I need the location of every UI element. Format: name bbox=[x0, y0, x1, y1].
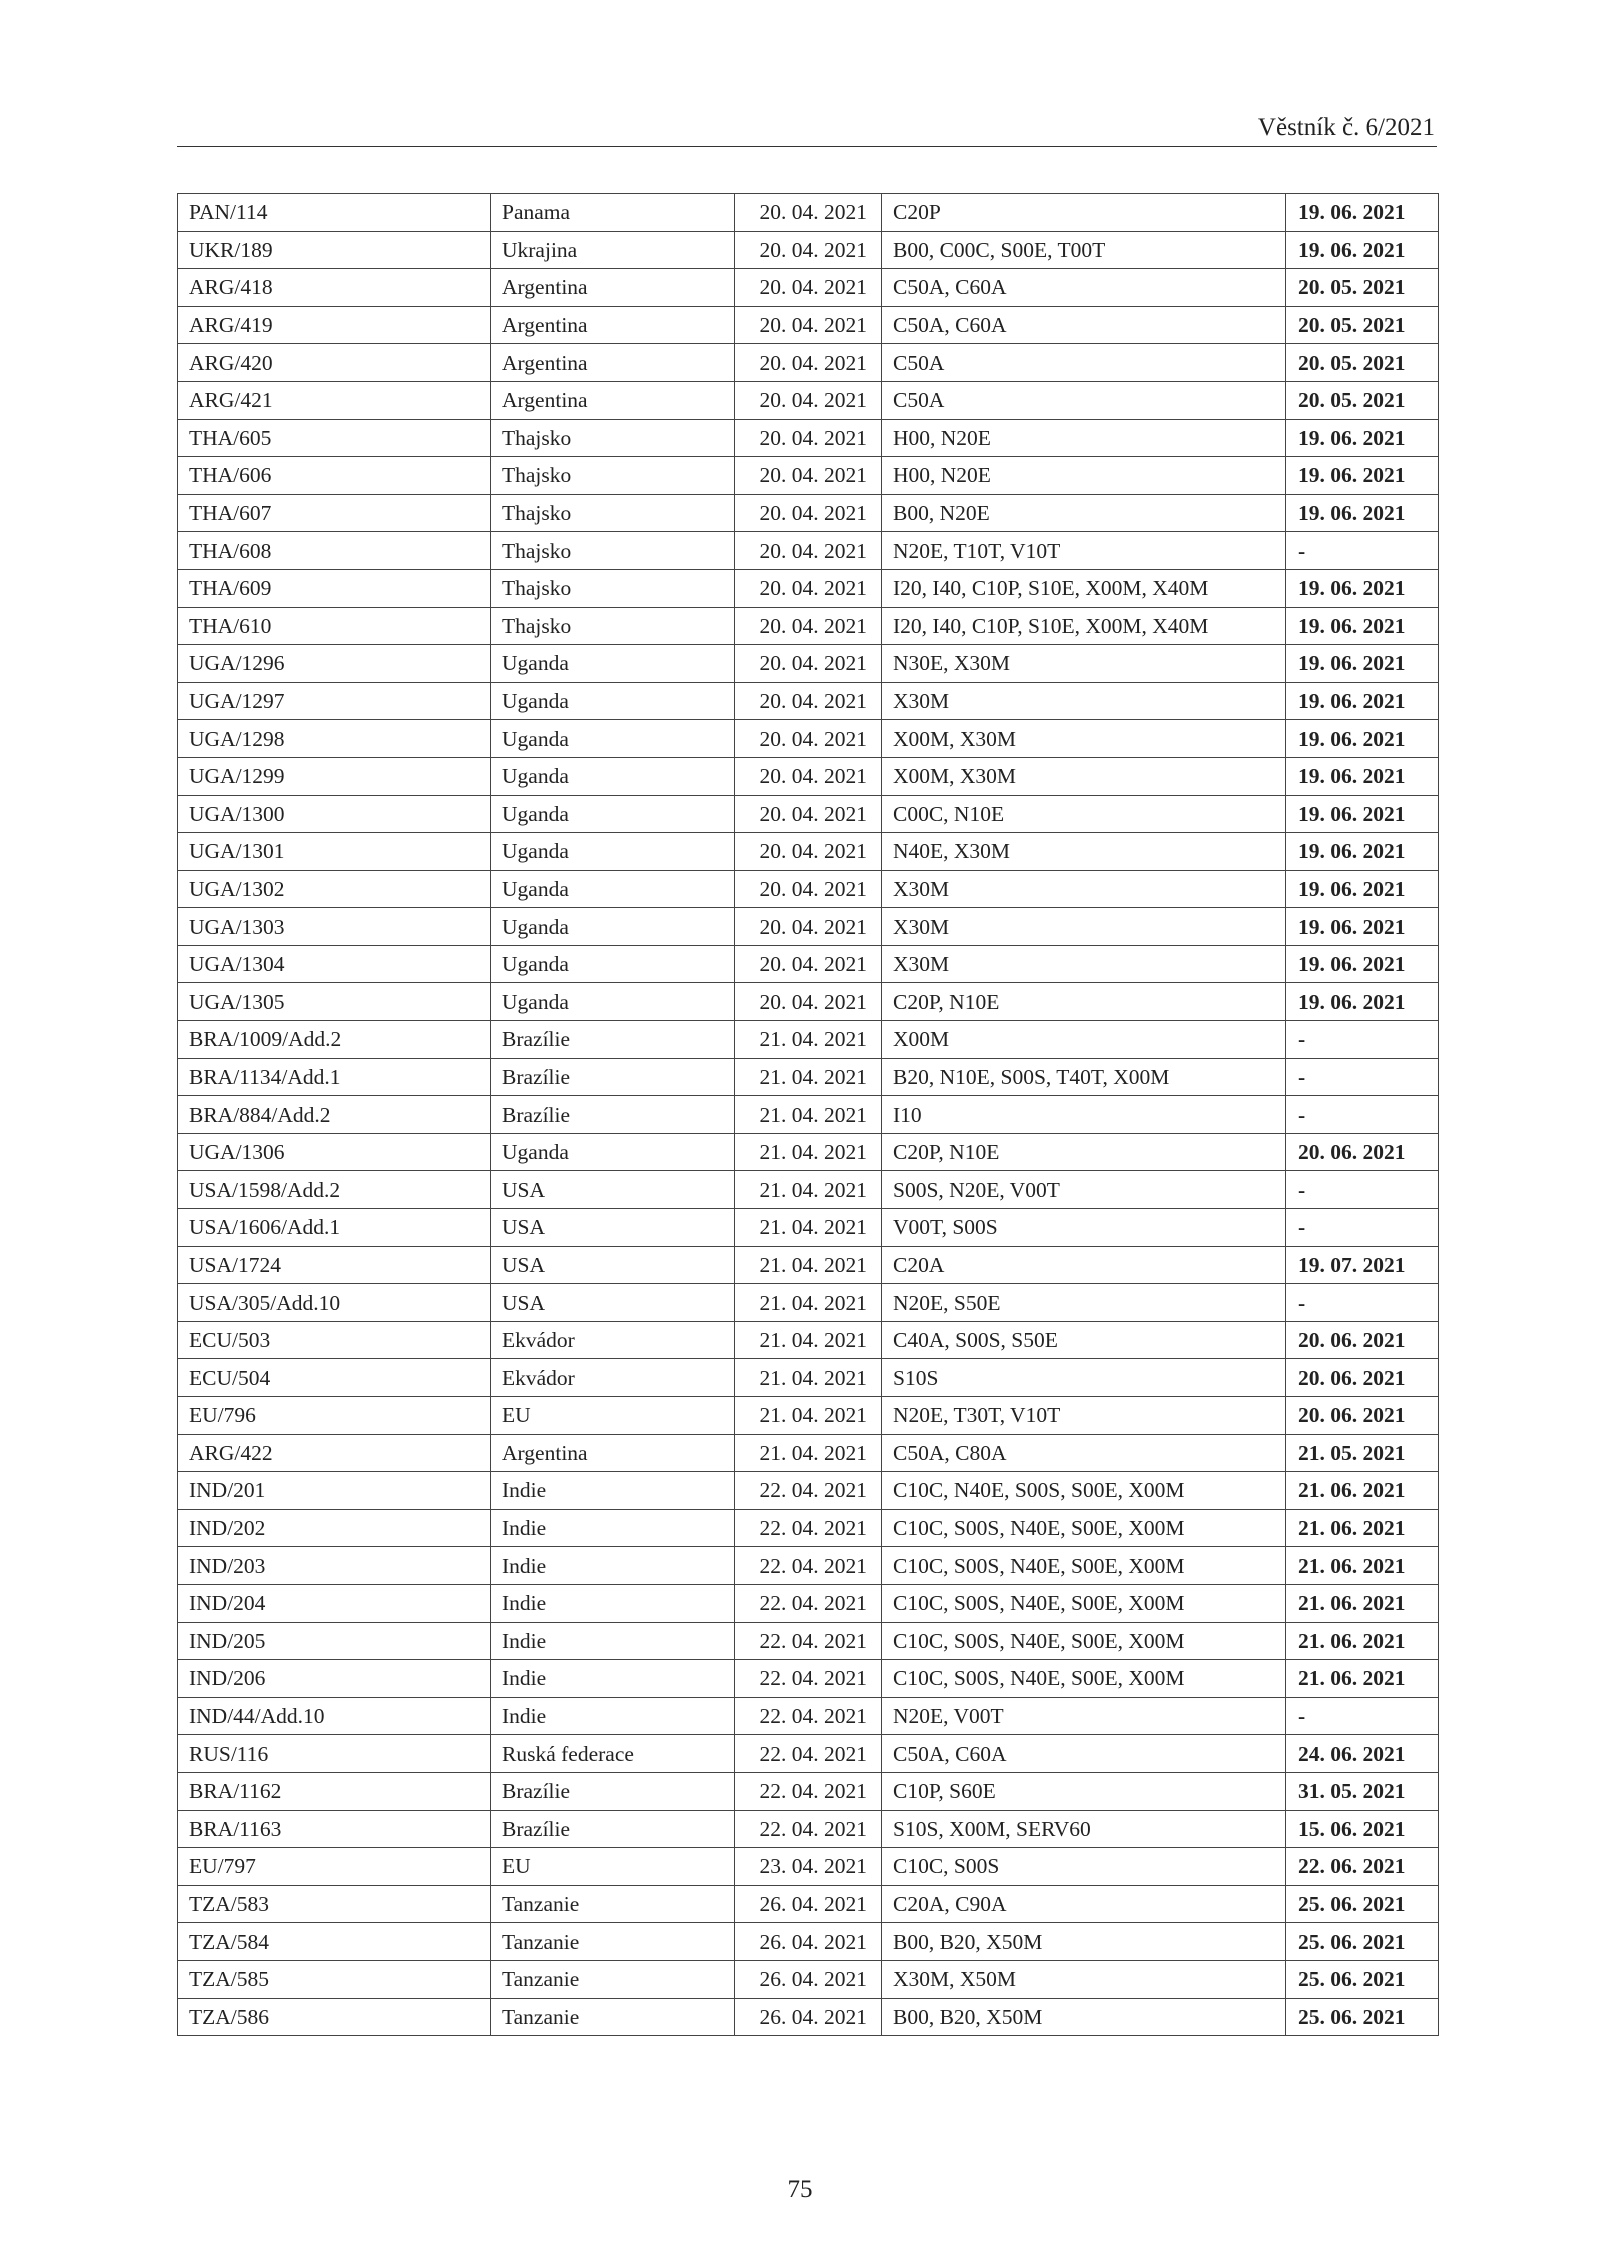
table-row bbox=[178, 1434, 1439, 1472]
comment-deadline-cell: 25. 06. 2021 bbox=[1286, 1960, 1439, 1998]
document-code-cell: IND/203 bbox=[178, 1547, 491, 1585]
document-code-cell: IND/201 bbox=[178, 1472, 491, 1510]
notification-date-cell: 21. 04. 2021 bbox=[735, 1434, 882, 1472]
table-row bbox=[178, 1622, 1439, 1660]
document-code-cell: UGA/1299 bbox=[178, 757, 491, 795]
ics-codes-cell: V00T, S00S bbox=[882, 1209, 1286, 1247]
country-cell: USA bbox=[491, 1209, 735, 1247]
comment-deadline-cell: - bbox=[1286, 1209, 1439, 1247]
ics-codes-cell: C00C, N10E bbox=[882, 795, 1286, 833]
ics-codes-cell: H00, N20E bbox=[882, 419, 1286, 457]
document-code-cell: PAN/114 bbox=[178, 194, 491, 232]
country-cell: USA bbox=[491, 1284, 735, 1322]
document-code-cell: THA/607 bbox=[178, 494, 491, 532]
comment-deadline-cell: 21. 06. 2021 bbox=[1286, 1622, 1439, 1660]
ics-codes-cell: B00, B20, X50M bbox=[882, 1923, 1286, 1961]
country-cell: Indie bbox=[491, 1622, 735, 1660]
table-body bbox=[178, 194, 1439, 2036]
ics-codes-cell: C50A, C60A bbox=[882, 306, 1286, 344]
comment-deadline-cell: 19. 06. 2021 bbox=[1286, 494, 1439, 532]
country-cell: Tanzanie bbox=[491, 1885, 735, 1923]
document-code-cell: BRA/1163 bbox=[178, 1810, 491, 1848]
document-code-cell: UGA/1304 bbox=[178, 945, 491, 983]
ics-codes-cell: I20, I40, C10P, S10E, X00M, X40M bbox=[882, 607, 1286, 645]
ics-codes-cell: X30M bbox=[882, 682, 1286, 720]
comment-deadline-cell: 19. 06. 2021 bbox=[1286, 457, 1439, 495]
notification-date-cell: 26. 04. 2021 bbox=[735, 1923, 882, 1961]
document-code-cell: THA/605 bbox=[178, 419, 491, 457]
notification-date-cell: 21. 04. 2021 bbox=[735, 1321, 882, 1359]
table-row bbox=[178, 870, 1439, 908]
ics-codes-cell: X00M bbox=[882, 1021, 1286, 1059]
ics-codes-cell: C50A bbox=[882, 381, 1286, 419]
ics-codes-cell: X00M, X30M bbox=[882, 720, 1286, 758]
comment-deadline-cell: - bbox=[1286, 1284, 1439, 1322]
ics-codes-cell: B20, N10E, S00S, T40T, X00M bbox=[882, 1058, 1286, 1096]
comment-deadline-cell: 19. 06. 2021 bbox=[1286, 231, 1439, 269]
notification-date-cell: 22. 04. 2021 bbox=[735, 1772, 882, 1810]
ics-codes-cell: N20E, T30T, V10T bbox=[882, 1397, 1286, 1435]
document-code-cell: IND/44/Add.10 bbox=[178, 1697, 491, 1735]
ics-codes-cell: C10C, S00S, N40E, S00E, X00M bbox=[882, 1622, 1286, 1660]
notification-date-cell: 26. 04. 2021 bbox=[735, 1885, 882, 1923]
table-row bbox=[178, 908, 1439, 946]
notification-date-cell: 22. 04. 2021 bbox=[735, 1622, 882, 1660]
notification-date-cell: 22. 04. 2021 bbox=[735, 1735, 882, 1773]
table-row bbox=[178, 720, 1439, 758]
ics-codes-cell: B00, B20, X50M bbox=[882, 1998, 1286, 2036]
ics-codes-cell: X30M, X50M bbox=[882, 1960, 1286, 1998]
notification-date-cell: 20. 04. 2021 bbox=[735, 983, 882, 1021]
comment-deadline-cell: 19. 06. 2021 bbox=[1286, 908, 1439, 946]
comment-deadline-cell: 20. 06. 2021 bbox=[1286, 1133, 1439, 1171]
comment-deadline-cell: 22. 06. 2021 bbox=[1286, 1848, 1439, 1886]
comment-deadline-cell: 21. 06. 2021 bbox=[1286, 1547, 1439, 1585]
notification-date-cell: 22. 04. 2021 bbox=[735, 1472, 882, 1510]
country-cell: Brazílie bbox=[491, 1021, 735, 1059]
country-cell: Tanzanie bbox=[491, 1998, 735, 2036]
table-row bbox=[178, 1509, 1439, 1547]
table-row bbox=[178, 231, 1439, 269]
document-code-cell: UGA/1300 bbox=[178, 795, 491, 833]
notification-date-cell: 20. 04. 2021 bbox=[735, 908, 882, 946]
table-row bbox=[178, 1584, 1439, 1622]
ics-codes-cell: B00, N20E bbox=[882, 494, 1286, 532]
document-code-cell: UGA/1303 bbox=[178, 908, 491, 946]
bulletin-title: Věstník č. 6/2021 bbox=[1257, 114, 1435, 141]
table-row bbox=[178, 795, 1439, 833]
ics-codes-cell: C50A, C80A bbox=[882, 1434, 1286, 1472]
notification-date-cell: 20. 04. 2021 bbox=[735, 645, 882, 683]
comment-deadline-cell: 19. 07. 2021 bbox=[1286, 1246, 1439, 1284]
ics-codes-cell: C10C, S00S, N40E, S00E, X00M bbox=[882, 1547, 1286, 1585]
comment-deadline-cell: 19. 06. 2021 bbox=[1286, 720, 1439, 758]
notification-date-cell: 22. 04. 2021 bbox=[735, 1810, 882, 1848]
notification-date-cell: 21. 04. 2021 bbox=[735, 1058, 882, 1096]
ics-codes-cell: I10 bbox=[882, 1096, 1286, 1134]
document-code-cell: BRA/1009/Add.2 bbox=[178, 1021, 491, 1059]
country-cell: Indie bbox=[491, 1660, 735, 1698]
ics-codes-cell: C20P, N10E bbox=[882, 1133, 1286, 1171]
table-row bbox=[178, 1021, 1439, 1059]
ics-codes-cell: X30M bbox=[882, 945, 1286, 983]
table-row bbox=[178, 532, 1439, 570]
ics-codes-cell: C50A, C60A bbox=[882, 269, 1286, 307]
ics-codes-cell: C10C, S00S bbox=[882, 1848, 1286, 1886]
notification-date-cell: 20. 04. 2021 bbox=[735, 194, 882, 232]
table-row bbox=[178, 1472, 1439, 1510]
notification-date-cell: 21. 04. 2021 bbox=[735, 1209, 882, 1247]
document-code-cell: USA/1724 bbox=[178, 1246, 491, 1284]
table-row bbox=[178, 1284, 1439, 1322]
ics-codes-cell: C50A, C60A bbox=[882, 1735, 1286, 1773]
country-cell: Uganda bbox=[491, 1133, 735, 1171]
table-row bbox=[178, 1772, 1439, 1810]
country-cell: Ruská federace bbox=[491, 1735, 735, 1773]
document-code-cell: ARG/419 bbox=[178, 306, 491, 344]
notification-date-cell: 20. 04. 2021 bbox=[735, 457, 882, 495]
ics-codes-cell: S10S bbox=[882, 1359, 1286, 1397]
ics-codes-cell: B00, C00C, S00E, T00T bbox=[882, 231, 1286, 269]
ics-codes-cell: S00S, N20E, V00T bbox=[882, 1171, 1286, 1209]
comment-deadline-cell: 19. 06. 2021 bbox=[1286, 833, 1439, 871]
comment-deadline-cell: 15. 06. 2021 bbox=[1286, 1810, 1439, 1848]
ics-codes-cell: C20P bbox=[882, 194, 1286, 232]
comment-deadline-cell: 19. 06. 2021 bbox=[1286, 194, 1439, 232]
notification-date-cell: 21. 04. 2021 bbox=[735, 1096, 882, 1134]
comment-deadline-cell: 19. 06. 2021 bbox=[1286, 757, 1439, 795]
country-cell: Brazílie bbox=[491, 1810, 735, 1848]
country-cell: Uganda bbox=[491, 908, 735, 946]
country-cell: Indie bbox=[491, 1584, 735, 1622]
ics-codes-cell: C10C, S00S, N40E, S00E, X00M bbox=[882, 1584, 1286, 1622]
notification-date-cell: 20. 04. 2021 bbox=[735, 607, 882, 645]
document-code-cell: RUS/116 bbox=[178, 1735, 491, 1773]
notification-date-cell: 20. 04. 2021 bbox=[735, 269, 882, 307]
table-row bbox=[178, 1096, 1439, 1134]
ics-codes-cell: C10P, S60E bbox=[882, 1772, 1286, 1810]
comment-deadline-cell: 20. 06. 2021 bbox=[1286, 1321, 1439, 1359]
notification-date-cell: 26. 04. 2021 bbox=[735, 1998, 882, 2036]
comment-deadline-cell: - bbox=[1286, 532, 1439, 570]
comment-deadline-cell: 19. 06. 2021 bbox=[1286, 983, 1439, 1021]
ics-codes-cell: N20E, S50E bbox=[882, 1284, 1286, 1322]
country-cell: Uganda bbox=[491, 945, 735, 983]
table-row bbox=[178, 1171, 1439, 1209]
document-code-cell: BRA/1134/Add.1 bbox=[178, 1058, 491, 1096]
notification-date-cell: 22. 04. 2021 bbox=[735, 1697, 882, 1735]
table-row bbox=[178, 569, 1439, 607]
document-code-cell: USA/305/Add.10 bbox=[178, 1284, 491, 1322]
document-code-cell: EU/796 bbox=[178, 1397, 491, 1435]
page-header bbox=[177, 110, 1437, 147]
table-row bbox=[178, 757, 1439, 795]
ics-codes-cell: C10C, S00S, N40E, S00E, X00M bbox=[882, 1509, 1286, 1547]
ics-codes-cell: I20, I40, C10P, S10E, X00M, X40M bbox=[882, 569, 1286, 607]
country-cell: Ekvádor bbox=[491, 1359, 735, 1397]
document-code-cell: IND/204 bbox=[178, 1584, 491, 1622]
country-cell: Uganda bbox=[491, 833, 735, 871]
ics-codes-cell: C20A, C90A bbox=[882, 1885, 1286, 1923]
country-cell: Argentina bbox=[491, 344, 735, 382]
comment-deadline-cell: 19. 06. 2021 bbox=[1286, 682, 1439, 720]
comment-deadline-cell: 20. 05. 2021 bbox=[1286, 381, 1439, 419]
document-code-cell: ARG/420 bbox=[178, 344, 491, 382]
table-row bbox=[178, 381, 1439, 419]
country-cell: Thajsko bbox=[491, 569, 735, 607]
document-code-cell: EU/797 bbox=[178, 1848, 491, 1886]
document-code-cell: UGA/1297 bbox=[178, 682, 491, 720]
document-code-cell: USA/1598/Add.2 bbox=[178, 1171, 491, 1209]
country-cell: Indie bbox=[491, 1472, 735, 1510]
notification-date-cell: 20. 04. 2021 bbox=[735, 344, 882, 382]
ics-codes-cell: N20E, V00T bbox=[882, 1697, 1286, 1735]
table-row bbox=[178, 1848, 1439, 1886]
document-code-cell: ECU/504 bbox=[178, 1359, 491, 1397]
ics-codes-cell: X30M bbox=[882, 908, 1286, 946]
table-row bbox=[178, 833, 1439, 871]
comment-deadline-cell: - bbox=[1286, 1171, 1439, 1209]
ics-codes-cell: H00, N20E bbox=[882, 457, 1286, 495]
ics-codes-cell: N20E, T10T, V10T bbox=[882, 532, 1286, 570]
document-code-cell: TZA/585 bbox=[178, 1960, 491, 1998]
country-cell: Uganda bbox=[491, 983, 735, 1021]
document-code-cell: ARG/418 bbox=[178, 269, 491, 307]
ics-codes-cell: X30M bbox=[882, 870, 1286, 908]
comment-deadline-cell: 31. 05. 2021 bbox=[1286, 1772, 1439, 1810]
comment-deadline-cell: 25. 06. 2021 bbox=[1286, 1923, 1439, 1961]
notification-date-cell: 20. 04. 2021 bbox=[735, 306, 882, 344]
table-row bbox=[178, 1810, 1439, 1848]
ics-codes-cell: S10S, X00M, SERV60 bbox=[882, 1810, 1286, 1848]
comment-deadline-cell: 20. 06. 2021 bbox=[1286, 1397, 1439, 1435]
comment-deadline-cell: 19. 06. 2021 bbox=[1286, 607, 1439, 645]
table-row bbox=[178, 1209, 1439, 1247]
table-row bbox=[178, 1998, 1439, 2036]
ics-codes-cell: N40E, X30M bbox=[882, 833, 1286, 871]
document-code-cell: UGA/1296 bbox=[178, 645, 491, 683]
country-cell: Argentina bbox=[491, 269, 735, 307]
document-code-cell: ARG/422 bbox=[178, 1434, 491, 1472]
country-cell: Thajsko bbox=[491, 494, 735, 532]
notification-date-cell: 20. 04. 2021 bbox=[735, 833, 882, 871]
document-code-cell: IND/206 bbox=[178, 1660, 491, 1698]
country-cell: EU bbox=[491, 1848, 735, 1886]
table-row bbox=[178, 1246, 1439, 1284]
comment-deadline-cell: 20. 05. 2021 bbox=[1286, 269, 1439, 307]
country-cell: Thajsko bbox=[491, 607, 735, 645]
document-code-cell: UGA/1302 bbox=[178, 870, 491, 908]
comment-deadline-cell: - bbox=[1286, 1058, 1439, 1096]
document-code-cell: TZA/586 bbox=[178, 1998, 491, 2036]
ics-codes-cell: C20P, N10E bbox=[882, 983, 1286, 1021]
country-cell: Uganda bbox=[491, 795, 735, 833]
comment-deadline-cell: - bbox=[1286, 1697, 1439, 1735]
table-row bbox=[178, 269, 1439, 307]
table-row bbox=[178, 494, 1439, 532]
country-cell: Tanzanie bbox=[491, 1923, 735, 1961]
document-code-cell: UGA/1305 bbox=[178, 983, 491, 1021]
notification-date-cell: 21. 04. 2021 bbox=[735, 1397, 882, 1435]
country-cell: Argentina bbox=[491, 381, 735, 419]
comment-deadline-cell: 21. 06. 2021 bbox=[1286, 1509, 1439, 1547]
country-cell: Uganda bbox=[491, 757, 735, 795]
country-cell: Indie bbox=[491, 1509, 735, 1547]
notification-table bbox=[177, 193, 1439, 2036]
document-code-cell: USA/1606/Add.1 bbox=[178, 1209, 491, 1247]
document-code-cell: TZA/583 bbox=[178, 1885, 491, 1923]
comment-deadline-cell: 19. 06. 2021 bbox=[1286, 645, 1439, 683]
ics-codes-cell: X00M, X30M bbox=[882, 757, 1286, 795]
country-cell: Thajsko bbox=[491, 457, 735, 495]
country-cell: Brazílie bbox=[491, 1096, 735, 1134]
notification-date-cell: 20. 04. 2021 bbox=[735, 945, 882, 983]
table-row bbox=[178, 607, 1439, 645]
document-code-cell: UGA/1301 bbox=[178, 833, 491, 871]
country-cell: Ukrajina bbox=[491, 231, 735, 269]
notification-date-cell: 20. 04. 2021 bbox=[735, 419, 882, 457]
comment-deadline-cell: 20. 06. 2021 bbox=[1286, 1359, 1439, 1397]
document-code-cell: THA/606 bbox=[178, 457, 491, 495]
ics-codes-cell: C10C, N40E, S00S, S00E, X00M bbox=[882, 1472, 1286, 1510]
document-code-cell: THA/608 bbox=[178, 532, 491, 570]
comment-deadline-cell: 21. 05. 2021 bbox=[1286, 1434, 1439, 1472]
table-row bbox=[178, 682, 1439, 720]
country-cell: EU bbox=[491, 1397, 735, 1435]
ics-codes-cell: C40A, S00S, S50E bbox=[882, 1321, 1286, 1359]
comment-deadline-cell: 19. 06. 2021 bbox=[1286, 870, 1439, 908]
table-row bbox=[178, 194, 1439, 232]
comment-deadline-cell: 20. 05. 2021 bbox=[1286, 344, 1439, 382]
table-row bbox=[178, 1397, 1439, 1435]
country-cell: Thajsko bbox=[491, 419, 735, 457]
notification-date-cell: 21. 04. 2021 bbox=[735, 1359, 882, 1397]
table-row bbox=[178, 1960, 1439, 1998]
table-row bbox=[178, 1660, 1439, 1698]
notification-date-cell: 20. 04. 2021 bbox=[735, 795, 882, 833]
comment-deadline-cell: 21. 06. 2021 bbox=[1286, 1584, 1439, 1622]
document-code-cell: TZA/584 bbox=[178, 1923, 491, 1961]
country-cell: Ekvádor bbox=[491, 1321, 735, 1359]
comment-deadline-cell: 19. 06. 2021 bbox=[1286, 945, 1439, 983]
country-cell: USA bbox=[491, 1246, 735, 1284]
table-row bbox=[178, 1321, 1439, 1359]
notification-date-cell: 22. 04. 2021 bbox=[735, 1547, 882, 1585]
table-row bbox=[178, 1547, 1439, 1585]
comment-deadline-cell: 20. 05. 2021 bbox=[1286, 306, 1439, 344]
comment-deadline-cell: - bbox=[1286, 1096, 1439, 1134]
table-row bbox=[178, 457, 1439, 495]
document-code-cell: ARG/421 bbox=[178, 381, 491, 419]
notification-date-cell: 21. 04. 2021 bbox=[735, 1246, 882, 1284]
notification-date-cell: 23. 04. 2021 bbox=[735, 1848, 882, 1886]
table-row bbox=[178, 1923, 1439, 1961]
comment-deadline-cell: 19. 06. 2021 bbox=[1286, 419, 1439, 457]
table-row bbox=[178, 419, 1439, 457]
document-code-cell: IND/202 bbox=[178, 1509, 491, 1547]
country-cell: Indie bbox=[491, 1697, 735, 1735]
country-cell: Uganda bbox=[491, 645, 735, 683]
ics-codes-cell: C20A bbox=[882, 1246, 1286, 1284]
document-code-cell: UKR/189 bbox=[178, 231, 491, 269]
comment-deadline-cell: 25. 06. 2021 bbox=[1286, 1998, 1439, 2036]
table-row bbox=[178, 1058, 1439, 1096]
document-code-cell: UGA/1298 bbox=[178, 720, 491, 758]
notification-date-cell: 20. 04. 2021 bbox=[735, 231, 882, 269]
notification-date-cell: 21. 04. 2021 bbox=[735, 1284, 882, 1322]
country-cell: Brazílie bbox=[491, 1058, 735, 1096]
document-code-cell: THA/610 bbox=[178, 607, 491, 645]
ics-codes-cell: N30E, X30M bbox=[882, 645, 1286, 683]
table-row bbox=[178, 645, 1439, 683]
table-row bbox=[178, 1735, 1439, 1773]
ics-codes-cell: C10C, S00S, N40E, S00E, X00M bbox=[882, 1660, 1286, 1698]
country-cell: Argentina bbox=[491, 1434, 735, 1472]
country-cell: Uganda bbox=[491, 720, 735, 758]
notification-date-cell: 20. 04. 2021 bbox=[735, 720, 882, 758]
country-cell: Tanzanie bbox=[491, 1960, 735, 1998]
notification-date-cell: 22. 04. 2021 bbox=[735, 1509, 882, 1547]
table-row bbox=[178, 945, 1439, 983]
notification-date-cell: 20. 04. 2021 bbox=[735, 870, 882, 908]
document-code-cell: IND/205 bbox=[178, 1622, 491, 1660]
document-code-cell: BRA/1162 bbox=[178, 1772, 491, 1810]
notification-date-cell: 21. 04. 2021 bbox=[735, 1171, 882, 1209]
notification-date-cell: 22. 04. 2021 bbox=[735, 1660, 882, 1698]
country-cell: Argentina bbox=[491, 306, 735, 344]
notification-date-cell: 20. 04. 2021 bbox=[735, 569, 882, 607]
table-row bbox=[178, 1133, 1439, 1171]
table-row bbox=[178, 983, 1439, 1021]
country-cell: Uganda bbox=[491, 870, 735, 908]
notification-date-cell: 20. 04. 2021 bbox=[735, 494, 882, 532]
country-cell: USA bbox=[491, 1171, 735, 1209]
document-code-cell: BRA/884/Add.2 bbox=[178, 1096, 491, 1134]
table-row bbox=[178, 1885, 1439, 1923]
notification-date-cell: 26. 04. 2021 bbox=[735, 1960, 882, 1998]
table-row bbox=[178, 1697, 1439, 1735]
comment-deadline-cell: 25. 06. 2021 bbox=[1286, 1885, 1439, 1923]
comment-deadline-cell: 24. 06. 2021 bbox=[1286, 1735, 1439, 1773]
comment-deadline-cell: 19. 06. 2021 bbox=[1286, 795, 1439, 833]
country-cell: Uganda bbox=[491, 682, 735, 720]
table-row bbox=[178, 1359, 1439, 1397]
country-cell: Thajsko bbox=[491, 532, 735, 570]
country-cell: Brazílie bbox=[491, 1772, 735, 1810]
notification-date-cell: 20. 04. 2021 bbox=[735, 757, 882, 795]
country-cell: Indie bbox=[491, 1547, 735, 1585]
comment-deadline-cell: 19. 06. 2021 bbox=[1286, 569, 1439, 607]
table-row bbox=[178, 306, 1439, 344]
comment-deadline-cell: 21. 06. 2021 bbox=[1286, 1660, 1439, 1698]
table-row bbox=[178, 344, 1439, 382]
notification-date-cell: 20. 04. 2021 bbox=[735, 532, 882, 570]
comment-deadline-cell: - bbox=[1286, 1021, 1439, 1059]
document-code-cell: UGA/1306 bbox=[178, 1133, 491, 1171]
page-number: 75 bbox=[787, 2176, 813, 2203]
notification-date-cell: 22. 04. 2021 bbox=[735, 1584, 882, 1622]
document-code-cell: ECU/503 bbox=[178, 1321, 491, 1359]
notification-date-cell: 21. 04. 2021 bbox=[735, 1021, 882, 1059]
document-code-cell: THA/609 bbox=[178, 569, 491, 607]
country-cell: Panama bbox=[491, 194, 735, 232]
notification-date-cell: 20. 04. 2021 bbox=[735, 682, 882, 720]
ics-codes-cell: C50A bbox=[882, 344, 1286, 382]
comment-deadline-cell: 21. 06. 2021 bbox=[1286, 1472, 1439, 1510]
notification-date-cell: 21. 04. 2021 bbox=[735, 1133, 882, 1171]
notification-date-cell: 20. 04. 2021 bbox=[735, 381, 882, 419]
